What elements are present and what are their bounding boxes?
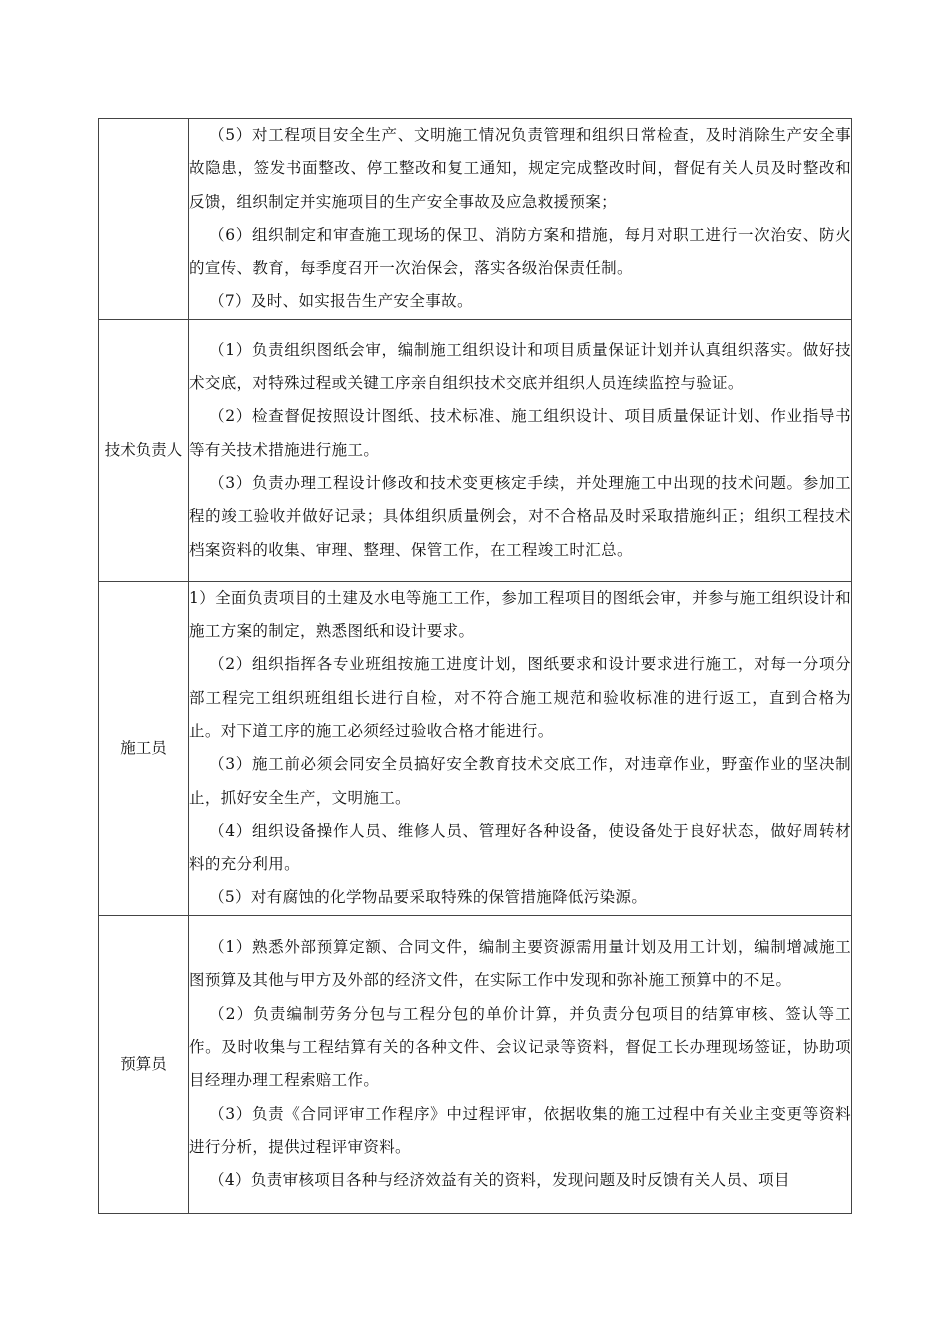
table-row [99, 319, 852, 581]
table-row [99, 119, 852, 320]
duty-paragraph: （1）熟悉外部预算定额、合同文件，编制主要资源需用量计划及用工计划，编制增减施工图预算及其他与甲方及外部的经济文件，在实际工作中发现和弥补施工预算中的不足。 [189, 938, 851, 990]
duty-cell [189, 581, 852, 915]
duty-paragraph: （7）及时、如实报告生产安全事故。 [209, 292, 473, 311]
duty-cell [189, 915, 852, 1213]
duty-paragraph: （4）负责审核项目各种与经济效益有关的资料，发现问题及时反馈有关人员、项目 [209, 1171, 790, 1190]
duty-paragraph: （3）施工前必须会同安全员搞好安全教育技术交底工作，对违章作业，野蛮作业的坚决制止，抓好安全生产，文明施工。 [189, 755, 851, 807]
duty-paragraph: （4）组织设备操作人员、维修人员、管理好各种设备，使设备处于良好状态，做好周转材料的充分利用。 [189, 821, 851, 874]
duty-paragraph: 1）全面负责项目的土建及水电等施工工作，参加工程项目的图纸会审，并参与施工组织设计和施工方案的制定，熟悉图纸和设计要求。 [189, 588, 851, 641]
duty-paragraph: （2）检查督促按照设计图纸、技术标准、施工组织设计、项目质量保证计划、作业指导书等有关技术措施进行施工。 [189, 407, 851, 459]
role-cell: 施工员 [99, 581, 189, 915]
duty-paragraph: （3）负责办理工程设计修改和技术变更核定手续，并处理施工中出现的技术问题。参加工程的竣工验收并做好记录；具体组织质量例会，对不合格品及时采取措施纠正；组织工程技术档案资料的收集、审理、整理、保管工作，在工程竣工时汇总。 [189, 473, 851, 559]
role-cell: 技术负责人 [99, 319, 189, 581]
responsibility-table [98, 118, 852, 1214]
duty-paragraph: （1）负责组织图纸会审，编制施工组织设计和项目质量保证计划并认真组织落实。做好技术交底，对特殊过程或关键工序亲自组织技术交底并组织人员连续监控与验证。 [189, 340, 851, 393]
duty-paragraph: （5）对工程项目安全生产、文明施工情况负责管理和组织日常检查，及时消除生产安全事故隐患，签发书面整改、停工整改和复工通知，规定完成整改时间，督促有关人员及时整改和反馈，组织制定并实施项目的生产安全事故及应急救援预案； [189, 126, 851, 211]
duty-paragraph: （2）负责编制劳务分包与工程分包的单价计算，并负责分包项目的结算审核、签认等工作。及时收集与工程结算有关的各种文件、会议记录等资料，督促工长办理现场签证，协助项目经理办理工程索赔工作。 [189, 1004, 851, 1090]
duty-paragraph: （6）组织制定和审查施工现场的保卫、消防方案和措施，每月对职工进行一次治安、防火的宣传、教育，每季度召开一次治保会，落实各级治保责任制。 [189, 225, 851, 278]
role-cell [99, 119, 189, 320]
document-page [98, 118, 851, 1214]
role-cell: 预算员 [99, 915, 189, 1213]
duty-paragraph: （5）对有腐蚀的化学物品要采取特殊的保管措施降低污染源。 [209, 888, 648, 907]
table-row [99, 581, 852, 915]
duty-paragraph: （3）负责《合同评审工作程序》中过程评审，依据收集的施工过程中有关业主变更等资料进行分析，提供过程评审资料。 [189, 1104, 851, 1156]
duty-cell [189, 119, 852, 320]
duty-paragraph: （2）组织指挥各专业班组按施工进度计划，图纸要求和设计要求进行施工，对每一分项分部工程完工组织班组组长进行自检，对不符合施工规范和验收标准的进行返工，直到合格为止。对下道工序的施工必须经过验收合格才能进行。 [189, 655, 851, 740]
table-row [99, 915, 852, 1213]
duty-cell [189, 319, 852, 581]
